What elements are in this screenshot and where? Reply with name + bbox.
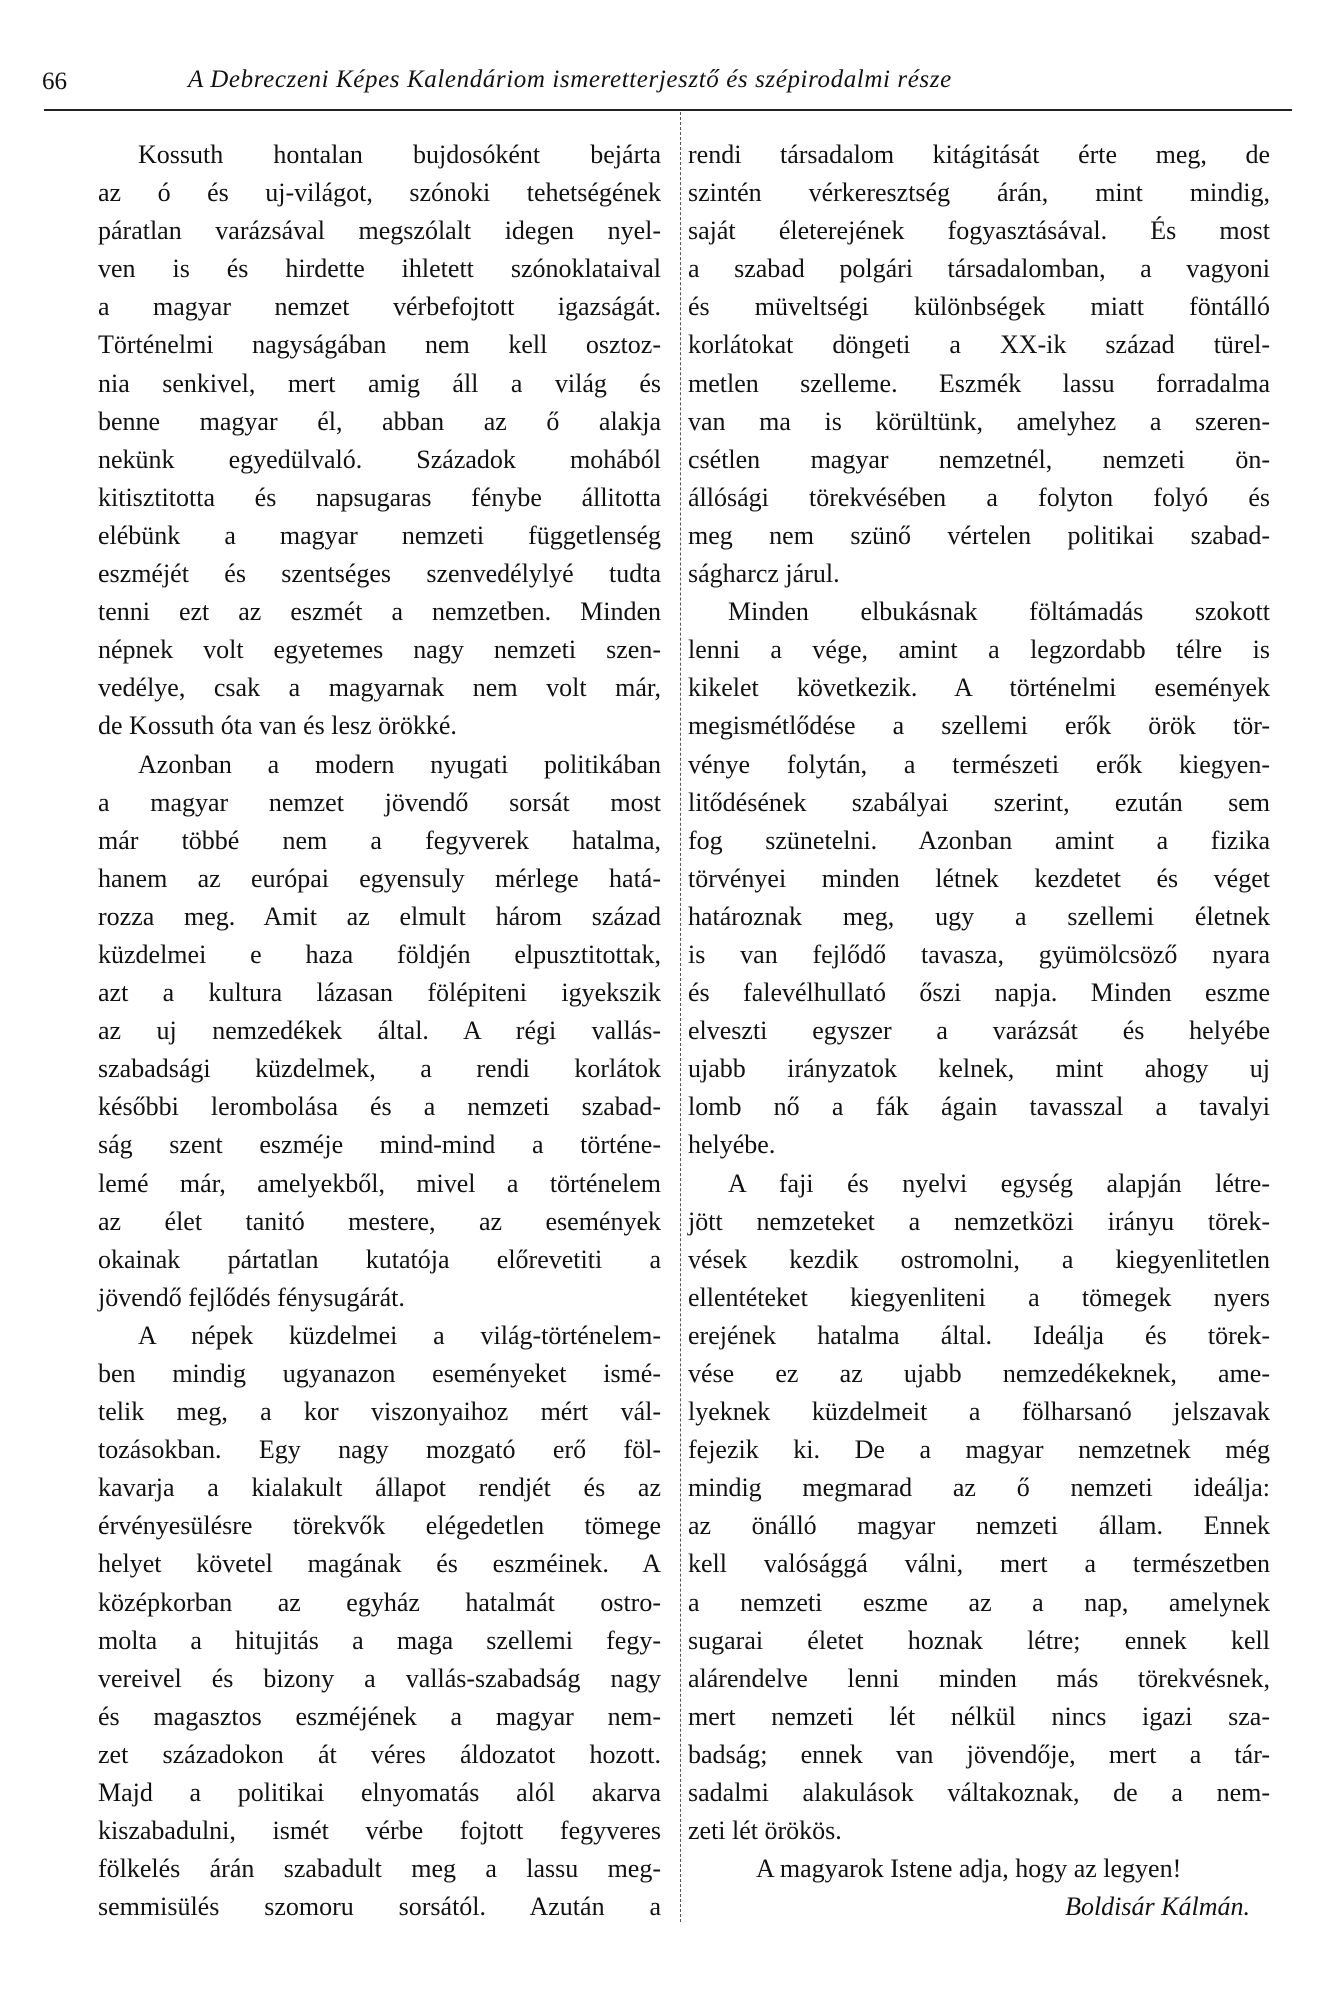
text-line: az ó és uj-világot, szónoki tehetségének (98, 178, 661, 208)
text-line: badság; ennek van jövendője, mert a tár- (688, 1739, 1270, 1769)
text-line: hanem az európai egyensuly mérlege hatá- (98, 863, 661, 893)
text-line: semmisülés szomoru sorsától. Azután a (98, 1892, 661, 1922)
text-line: van ma is körültünk, amelyhez a szeren- (688, 406, 1270, 436)
text-line: a nemzeti eszme az a nap, amelynek (688, 1587, 1270, 1617)
text-line: okainak pártatlan kutatója előrevetiti a (98, 1244, 661, 1274)
text-line: azt a kultura lázasan fölépiteni igyekszik (98, 978, 661, 1008)
text-line: páratlan varázsával megszólalt idegen nyel- (98, 216, 661, 246)
text-line: lenni a vége, amint a legzordabb télre is (688, 635, 1270, 665)
text-line: és falevélhullató őszi napja. Minden eszme (688, 978, 1270, 1008)
text-line: elveszti egyszer a varázsát és helyébe (688, 1016, 1270, 1046)
text-line: érvényesülésre törekvők elégedetlen tömege (98, 1511, 661, 1541)
text-line: szabadsági küzdelmek, a rendi korlátok (98, 1054, 661, 1084)
text-line: rozza meg. Amit az elmult három század (98, 901, 661, 931)
paragraph (688, 1165, 1270, 1851)
paragraph (98, 746, 661, 1317)
text-line: rendi társadalom kitágitását érte meg, de (688, 140, 1270, 169)
text-line: tozásokban. Egy nagy mozgató erő föl- (98, 1435, 661, 1465)
page-number: 66 (42, 68, 67, 95)
text-line: alárendelve lenni minden más törekvésnek, (688, 1663, 1270, 1693)
text-line: már többé nem a fegyverek hatalma, (98, 825, 661, 855)
text-line: nia senkivel, mert amig áll a világ és (98, 368, 661, 398)
text-line: Kossuth hontalan bujdosóként bejárta (138, 140, 661, 169)
text-line: népnek volt egyetemes nagy nemzeti szen- (98, 635, 661, 665)
author-signature: Boldisár Kálmán. (1065, 1892, 1250, 1922)
text-line: határoznak meg, ugy a szellemi életnek (688, 901, 1270, 931)
closing-line: A magyarok Istene adja, hogy az legyen! (756, 1854, 1182, 1884)
text-line: és magasztos eszméjének a magyar nem- (98, 1701, 661, 1731)
header-rule (44, 109, 1292, 111)
paragraph (688, 136, 1270, 593)
text-line: állósági törekvésében a folyton folyó és (688, 482, 1270, 512)
text-line: Történelmi nagyságában nem kell osztoz- (98, 330, 661, 360)
text-line: sadalmi alakulások váltakoznak, de a nem- (688, 1778, 1270, 1808)
text-line: lemé már, amelyekből, mivel a történelem (98, 1168, 661, 1198)
text-line: az önálló magyar nemzeti állam. Ennek (688, 1511, 1270, 1541)
text-line: fog szünetelni. Azonban amint a fizika (688, 825, 1270, 855)
text-line: megismétlődése a szellemi erők örök tör- (688, 711, 1270, 741)
text-line: vereivel és bizony a vallás-szabadság nagy (98, 1663, 661, 1693)
text-line: saját életerejének fogyasztásával. És most (688, 216, 1270, 246)
text-line: törvényei minden létnek kezdetet és véget (688, 863, 1270, 893)
text-line: kiszabadulni, ismét vérbe fojtott fegyveres (98, 1816, 661, 1846)
text-line: vedélye, csak a magyarnak nem volt már, (98, 673, 661, 703)
text-line: erejének hatalma által. Ideálja és törek- (688, 1320, 1270, 1350)
text-line: metlen szelleme. Eszmék lassu forradalma (688, 368, 1270, 398)
text-line: vénye folytán, a természeti erők kiegyen- (688, 749, 1270, 779)
text-line: eszméjét és szentséges szenvedélylyé tudta (98, 559, 661, 589)
text-line: is van fejlődő tavasza, gyümölcsöző nyara (688, 939, 1270, 969)
text-line: lomb nő a fák ágain tavasszal a tavalyi (688, 1092, 1270, 1122)
right-column (688, 136, 1270, 1926)
text-line: ven is és hirdette ihletett szónoklataival (98, 254, 661, 284)
text-line: ság szent eszméje mind-mind a történe- (98, 1130, 661, 1160)
text-line: telik meg, a kor viszonyaihoz mért vál- (98, 1397, 661, 1427)
text-line: jött nemzeteket a nemzetközi irányu törek- (688, 1206, 1270, 1236)
text-line: nekünk egyedülvaló. Századok mohából (98, 444, 661, 474)
text-line: szintén vérkeresztség árán, mint mindig, (688, 178, 1270, 208)
text-line: a magyar nemzet jövendő sorsát most (98, 787, 661, 817)
text-line: a szabad polgári társadalomban, a vagyoni (688, 254, 1270, 284)
text-line: Minden elbukásnak föltámadás szokott (728, 597, 1270, 627)
text-line: csétlen magyar nemzetnél, nemzeti ön- (688, 444, 1270, 474)
text-line: benne magyar él, abban az ő alakja (98, 406, 661, 436)
text-line: kavarja a kialakult állapot rendjét és az (98, 1473, 661, 1503)
text-line: későbbi lerombolása és a nemzeti szabad- (98, 1092, 661, 1122)
paragraph (98, 136, 661, 746)
text-line: a magyar nemzet vérbefojtott igazságát. (98, 292, 661, 322)
text-line: A faji és nyelvi egység alapján létre- (728, 1168, 1270, 1198)
left-column (98, 136, 661, 1926)
text-line: elébünk a magyar nemzeti függetlenség (98, 520, 661, 550)
text-line: korlátokat döngeti a XX-ik század türel- (688, 330, 1270, 360)
text-line: kell valósággá válni, mert a természetben (688, 1549, 1270, 1579)
text-line: vések kezdik ostromolni, a kiegyenlitetlen (688, 1244, 1270, 1274)
text-line: és müveltségi különbségek miatt föntálló (688, 292, 1270, 322)
text-line: kitisztitotta és napsugaras fénybe állitotta (98, 482, 661, 512)
text-line: Majd a politikai elnyomatás alól akarva (98, 1778, 661, 1808)
text-line: meg nem szünő vértelen politikai szabad- (688, 520, 1270, 550)
text-line: helyet követel magának és eszméinek. A (98, 1549, 661, 1579)
text-line: jövendő fejlődés fénysugárát. (98, 1282, 405, 1312)
text-line: Azonban a modern nyugati politikában (138, 749, 661, 779)
text-line: litődésének szabályai szerint, ezután sem (688, 787, 1270, 817)
text-line: ujabb irányzatok kelnek, mint ahogy uj (688, 1054, 1270, 1084)
paragraph (98, 1317, 661, 1927)
text-line: vése ez az ujabb nemzedékeknek, ame- (688, 1359, 1270, 1388)
text-line: ben mindig ugyanazon eseményeket ismé- (98, 1359, 661, 1388)
text-line: fejezik ki. De a magyar nemzetnek még (688, 1435, 1270, 1465)
text-line: tenni ezt az eszmét a nemzetben. Minden (98, 597, 661, 627)
paragraph (688, 593, 1270, 1164)
text-line: zeti lét örökös. (688, 1816, 842, 1846)
text-line: sugarai életet hoznak létre; ennek kell (688, 1625, 1270, 1655)
text-line: kikelet következik. A történelmi események (688, 673, 1270, 703)
text-line: de Kossuth óta van és lesz örökké. (98, 711, 457, 741)
text-line: lyeknek küzdelmeit a fölharsanó jelszavak (688, 1397, 1270, 1427)
text-line: küzdelmei e haza földjén elpusztitottak, (98, 939, 661, 969)
text-line: középkorban az egyház hatalmát ostro- (98, 1587, 661, 1617)
text-line: az élet tanitó mestere, az események (98, 1206, 661, 1236)
text-line: mindig megmarad az ő nemzeti ideálja: (688, 1473, 1270, 1503)
text-line: fölkelés árán szabadult meg a lassu meg- (98, 1854, 661, 1884)
text-line: ságharcz járul. (688, 559, 840, 589)
text-line: zet századokon át véres áldozatot hozott. (98, 1739, 661, 1769)
text-line: az uj nemzedékek által. A régi vallás- (98, 1016, 661, 1046)
text-line: mert nemzeti lét nélkül nincs igazi sza- (688, 1701, 1270, 1731)
text-line: molta a hitujitás a maga szellemi fegy- (98, 1625, 661, 1655)
running-title: A Debreczeni Képes Kalendáriom ismeretterjesztő és szépirodalmi része (188, 66, 952, 93)
text-line: helyébe. (688, 1130, 776, 1160)
column-divider (680, 112, 681, 1922)
text-line: A népek küzdelmei a világ-történelem- (138, 1320, 661, 1350)
text-line: ellentéteket kiegyenliteni a tömegek nyers (688, 1282, 1270, 1312)
